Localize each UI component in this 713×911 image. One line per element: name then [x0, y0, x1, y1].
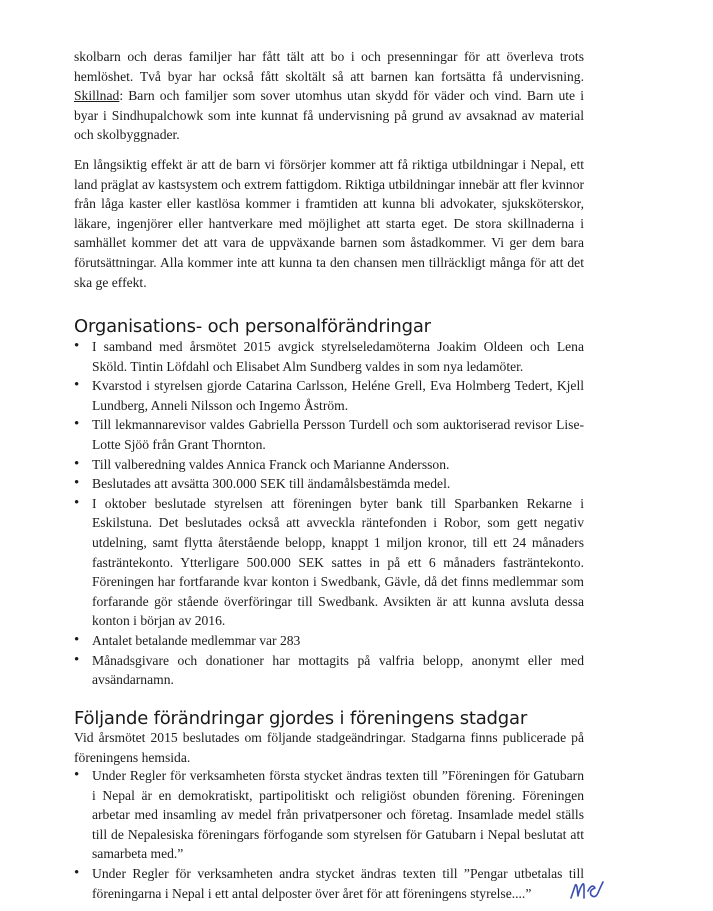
- section-heading-stadgar: Följande förändringar gjordes i föreningens stadgar: [74, 708, 528, 729]
- organisation-change-item: • Kvarstod i styrelsen gjorde Catarina Carlsson, Heléne Grell, Eva Holmberg Tedert, Kjell Lundberg, Anneli Nilsson och Ingemo Åström.: [74, 376, 584, 415]
- skillnad-label: Skillnad: [74, 88, 120, 104]
- organisation-change-item: • Beslutades att avsätta 300.000 SEK till ändamålsbestämda medel.: [74, 474, 584, 494]
- skillnad-text: : Barn och familjer som sover utomhus utan skydd för väder och vind. Barn ute i byar i Sindhupalchowk som inte kunnat få undervisning på grund av avsaknad av material och skolbyggnader.: [74, 88, 584, 143]
- intro-paragraph-1: [74, 47, 584, 145]
- intro-text: skolbarn och deras familjer har fått tält att bo i och presenningar för att överleva trots hemlöshet. Två byar har också fått skoltält så att barnen kan fortsätta få undervisning.: [74, 49, 584, 84]
- organisation-change-item: • Antalet betalande medlemmar var 283: [74, 631, 584, 651]
- stadgar-change-item: • Under Regler för verksamheten första stycket ändras texten till ”Föreningen för Gatubarn i Nepal är en demokratiskt, partipolitiskt och religiöst obunden förening. Föreningen arbetar med insamling av medel från privatpersoner och företag. Insamlade medel ställs till de Nepalesiska föreningars förfogande som styrelsen för Gatubarn i Nepal beslutat att samarbeta med.”: [74, 766, 584, 864]
- intro-paragraph-2: En långsiktig effekt är att de barn vi försörjer kommer att få riktiga utbildningar i Nepal, ett land präglat av kastsystem och extrem fattigdom. Riktiga utbildningar innebär att fler kvinnor från låga kaster eller kastlösa kommer i framtiden att kunna bli advokater, sjuksköterskor, läkare, ingenjörer eller hantverkare med möjlighet att starta eget. De stora skillnaderna i samhället kommer det att vara de uppväxande barnen som åstadkommer. Vi ger dem bara förutsättningar. Alla kommer inte att kunna ta den chansen men tillräckligt många för att det ska ge effekt.: [74, 157, 585, 290]
- organisation-changes-list: [74, 337, 584, 690]
- organisation-change-item: • I samband med årsmötet 2015 avgick styrelseledamöterna Joakim Oldeen och Lena Sköld. Tintin Löfdahl och Elisabet Alm Sundberg valdes in som nya ledamöter.: [74, 337, 584, 376]
- organisation-change-item: • Till valberedning valdes Annica Franck och Marianne Andersson.: [74, 455, 584, 475]
- stadgar-changes-list: [74, 766, 584, 903]
- section-heading-organisation: Organisations- och personalförändringar: [74, 316, 431, 337]
- handwritten-signature-initials: [568, 876, 608, 902]
- stadgar-change-item: • Under Regler för verksamheten andra stycket ändras texten till ”Pengar utbetalas till föreningarna i Nepal i ett antal delposter över året för att föreningens styrelse....”: [74, 864, 584, 903]
- organisation-change-item: • I oktober beslutade styrelsen att föreningen byter bank till Sparbanken Rekarne i Eskilstuna. Det beslutades också att avveckla räntefonden i Robor, som gett negativ utdelning, samt flytta återstående belopp, knappt 1 miljon kronor, till ett 24 månaders fasträntekonto. Ytterligare 500.000 SEK sattes in på ett 6 månaders fasträntekonto. Föreningen har fortfarande kvar konton i Swedbank, Gävle, då det finns medlemmar som forfarande gör stående överföringar till Swedbank. Avsikten är att kunna avsluta dessa konton i början av 2016.: [74, 494, 584, 631]
- organisation-change-item: • Månadsgivare och donationer har mottagits på valfria belopp, anonymt eller med avsändarnamn.: [74, 651, 584, 690]
- stadgar-intro-paragraph: Vid årsmötet 2015 beslutades om följande stadgeändringar. Stadgarna finns publicerade på föreningens hemsida.: [74, 730, 584, 765]
- organisation-change-item: • Till lekmannarevisor valdes Gabriella Persson Turdell och som auktoriserad revisor Lise-Lotte Sjöö från Grant Thornton.: [74, 415, 584, 454]
